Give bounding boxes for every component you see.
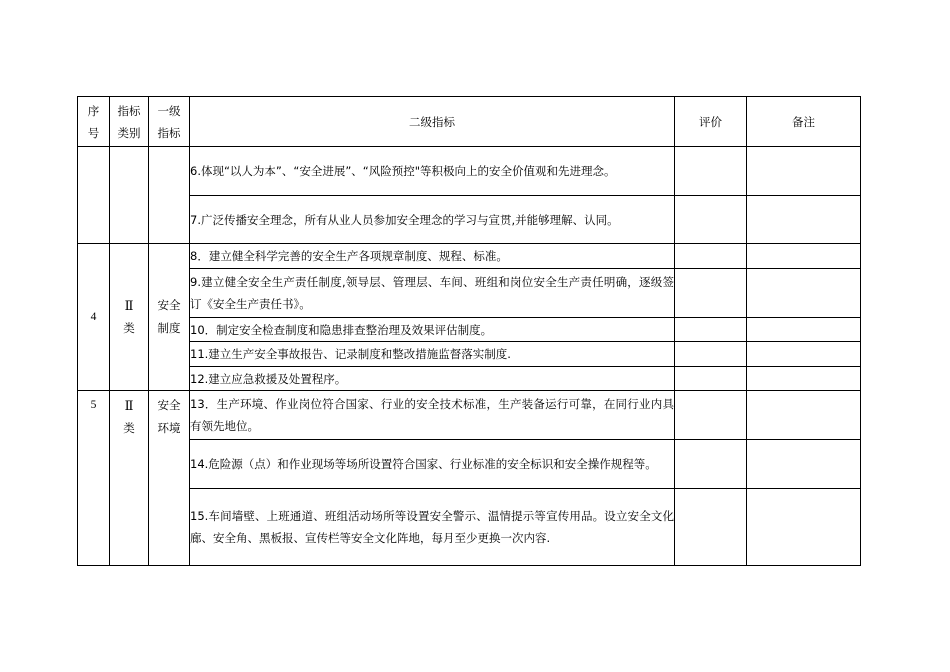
remarks-cell[interactable] — [747, 269, 861, 318]
evaluation-cell[interactable] — [675, 489, 747, 566]
level2-item: 12.建立应急救援及处置程序。 — [190, 367, 675, 391]
level2-item: 7.广泛传播安全理念，所有从业人员参加安全理念的学习与宣贯,并能够理解、认同。 — [190, 196, 675, 244]
table-row — [78, 391, 861, 440]
table-row — [78, 489, 861, 566]
level2-item: 15.车间墙壁、上班通道、班组活动场所等设置安全警示、温情提示等宣传用品。设立安全文化廊、安全角、黑板报、宣传栏等安全文化阵地，每月至少更换一次内容. — [190, 489, 675, 566]
remarks-cell[interactable] — [747, 342, 861, 367]
remarks-cell[interactable] — [747, 196, 861, 244]
level2-item: 13．生产环境、作业岗位符合国家、行业的安全技术标准，生产装备运行可靠，在同行业内具有领先地位。 — [190, 391, 675, 440]
evaluation-cell[interactable] — [675, 318, 747, 342]
level2-item: 10．制定安全检查制度和隐患排查整治理及效果评估制度。 — [190, 318, 675, 342]
evaluation-cell[interactable] — [675, 196, 747, 244]
header-level2: 二级指标 — [190, 97, 675, 147]
remarks-cell[interactable] — [747, 391, 861, 440]
table-row — [78, 147, 861, 196]
seq-cell: 4 — [78, 244, 110, 391]
level2-item: 8．建立健全科学完善的安全生产各项规章制度、规程、标准。 — [190, 244, 675, 269]
remarks-cell[interactable] — [747, 147, 861, 196]
level1-cell: 安全 环境 — [149, 391, 190, 566]
category-cell — [110, 147, 149, 244]
level1-cell — [149, 147, 190, 244]
header-level1: 一级 指标 — [149, 97, 190, 147]
header-category: 指标 类别 — [110, 97, 149, 147]
level2-item: 9.建立健全安全生产责任制度,领导层、管理层、车间、班组和岗位安全生产责任明确，逐级签订《安全生产责任书》。 — [190, 269, 675, 318]
seq-cell — [78, 147, 110, 244]
evaluation-cell[interactable] — [675, 342, 747, 367]
table-row — [78, 440, 861, 489]
level2-item: 14.危险源（点）和作业现场等场所设置符合国家、行业标准的安全标识和安全操作规程等。 — [190, 440, 675, 489]
evaluation-cell[interactable] — [675, 367, 747, 391]
remarks-cell[interactable] — [747, 244, 861, 269]
header-row — [78, 97, 861, 147]
remarks-cell[interactable] — [747, 318, 861, 342]
evaluation-cell[interactable] — [675, 147, 747, 196]
remarks-cell[interactable] — [747, 489, 861, 566]
seq-cell: 5 — [78, 391, 110, 566]
category-cell: Ⅱ 类 — [110, 391, 149, 566]
header-evaluation: 评价 — [675, 97, 747, 147]
evaluation-cell[interactable] — [675, 269, 747, 318]
level1-cell: 安全 制度 — [149, 244, 190, 391]
category-cell: Ⅱ 类 — [110, 244, 149, 391]
evaluation-cell[interactable] — [675, 440, 747, 489]
level2-item: 6.体现“以人为本”、“安全进展”、“风险预控"等积极向上的安全价值观和先进理念。 — [190, 147, 675, 196]
table-row — [78, 318, 861, 342]
evaluation-cell[interactable] — [675, 244, 747, 269]
remarks-cell[interactable] — [747, 367, 861, 391]
remarks-cell[interactable] — [747, 440, 861, 489]
table-row — [78, 196, 861, 244]
evaluation-table — [77, 96, 861, 566]
table-row — [78, 244, 861, 269]
table-row — [78, 269, 861, 318]
evaluation-cell[interactable] — [675, 391, 747, 440]
level2-item: 11.建立生产安全事故报告、记录制度和整改措施监督落实制度. — [190, 342, 675, 367]
header-remarks: 备注 — [747, 97, 861, 147]
header-seq: 序 号 — [78, 97, 110, 147]
table-row — [78, 342, 861, 367]
table-row — [78, 367, 861, 391]
